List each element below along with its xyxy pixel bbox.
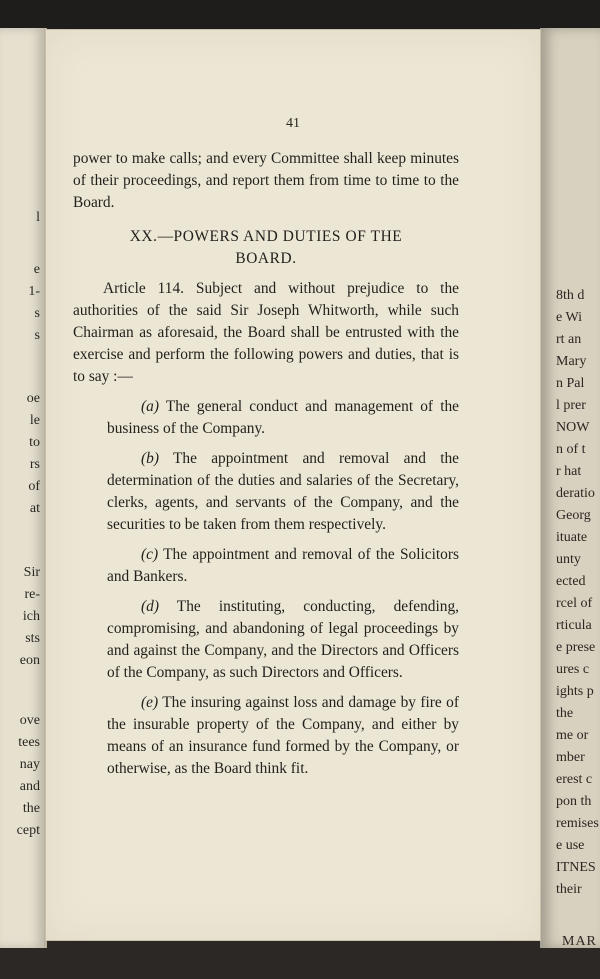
item-text: The insuring against loss and damage by fire of the insurable property of the Company, and either by means of an insurance fund formed by the Company, or otherwise, as the Board think fit.	[107, 694, 459, 777]
left-fragment: ich	[22, 609, 40, 624]
item-label: (b)	[141, 450, 159, 467]
right-fragment: remises	[556, 816, 599, 831]
left-fragment: rs	[29, 457, 40, 472]
right-fragment: their	[556, 882, 582, 897]
left-fragment: 1-	[28, 284, 40, 299]
right-bottom-fragment: MAR	[562, 934, 597, 948]
right-fragment: mber	[556, 750, 585, 765]
left-fragment: nay	[19, 757, 40, 772]
right-fragment: the	[556, 706, 574, 721]
right-fragment: rt an	[556, 332, 582, 347]
item-text: The instituting, conducting, defending, compromising, and abandoning of legal proceedings by and against the Company, and the Directors and Officers of the Company, as such Directors and Officers.	[107, 598, 459, 681]
right-fragment: ituate	[556, 530, 588, 545]
left-fragment: re-	[24, 587, 40, 602]
left-fragment: tees	[18, 735, 40, 750]
right-fragment: e use	[556, 838, 585, 853]
right-fragment: pon th	[556, 794, 592, 809]
right-fragment: ected	[556, 574, 586, 589]
item-label: (c)	[141, 546, 159, 563]
right-fragment: ures c	[556, 662, 590, 677]
left-fragment: at	[29, 501, 40, 516]
page-body	[73, 148, 459, 780]
list-item	[73, 396, 459, 440]
right-fragment: e prese	[556, 640, 596, 655]
right-fragment: n Pal	[556, 376, 585, 391]
page-number: 41	[286, 116, 300, 131]
right-fragment: erest c	[556, 772, 593, 787]
item-text: The appointment and removal of the Solicitors and Bankers.	[107, 546, 459, 585]
right-fragment: unty	[556, 552, 581, 567]
book-page	[46, 30, 540, 940]
left-fragment: ove	[19, 713, 40, 728]
right-fragment: Mary	[556, 354, 587, 369]
list-item	[73, 448, 459, 536]
right-fragment: rcel of	[556, 596, 593, 611]
item-label: (d)	[141, 598, 159, 615]
right-fragment: me or	[556, 728, 589, 743]
left-fragment: eon	[19, 653, 40, 668]
article-paragraph: Article 114. Subject and without prejudice to the authorities of the said Sir Joseph Whitworth, while such Chairman as aforesaid, the Board shall be entrusted with the exercise and perform the following powers and duties, that is to say :—	[73, 280, 459, 385]
list-item	[73, 544, 459, 588]
left-page-edge	[0, 28, 47, 948]
left-fragment: s	[34, 306, 40, 321]
backdrop-bottom	[0, 935, 600, 979]
left-fragment: l	[36, 210, 40, 225]
backdrop-top	[0, 0, 600, 30]
left-fragment: oe	[26, 391, 40, 406]
left-fragment: s	[34, 328, 40, 343]
list-item	[73, 596, 459, 684]
right-fragment: deratio	[556, 486, 595, 501]
right-fragment: r hat	[556, 464, 582, 479]
left-fragment: to	[29, 435, 40, 450]
item-text: The appointment and removal and the determination of the duties and salaries of the Secretary, clerks, agents, and servants of the Company, and the securities to be taken from them respectively.	[107, 450, 459, 533]
right-fragment: Georg	[556, 508, 591, 523]
item-text: The general conduct and management of the business of the Company.	[107, 398, 459, 437]
right-fragment: ights p	[556, 684, 594, 699]
left-fragment: Sir	[23, 565, 40, 580]
left-fragment: le	[29, 413, 40, 428]
section-heading-line1: XX.—POWERS AND DUTIES OF THE	[129, 228, 403, 245]
section-heading-line2: BOARD.	[235, 250, 297, 267]
left-fragment: and	[19, 779, 40, 794]
list-item	[73, 692, 459, 780]
right-fragment: e Wi	[556, 310, 583, 325]
left-fragment: sts	[25, 631, 40, 646]
left-fragment: cept	[16, 823, 40, 838]
right-fragment: rticula	[556, 618, 592, 633]
right-page-edge	[540, 28, 600, 948]
intro-paragraph: power to make calls; and every Committee shall keep minutes of their proceedings, and report them from time to time to the Board.	[73, 150, 459, 211]
item-label: (e)	[141, 694, 159, 711]
right-fragment: ITNES	[556, 860, 596, 875]
right-fragment: l prer	[556, 398, 586, 413]
right-fragment: 8th d	[556, 288, 585, 303]
right-fragment: n of t	[556, 442, 586, 457]
right-fragment: NOW	[556, 420, 590, 435]
left-fragment: e	[33, 262, 40, 277]
left-fragment: of	[28, 479, 40, 494]
item-label: (a)	[141, 398, 159, 415]
left-fragment: the	[22, 801, 40, 816]
